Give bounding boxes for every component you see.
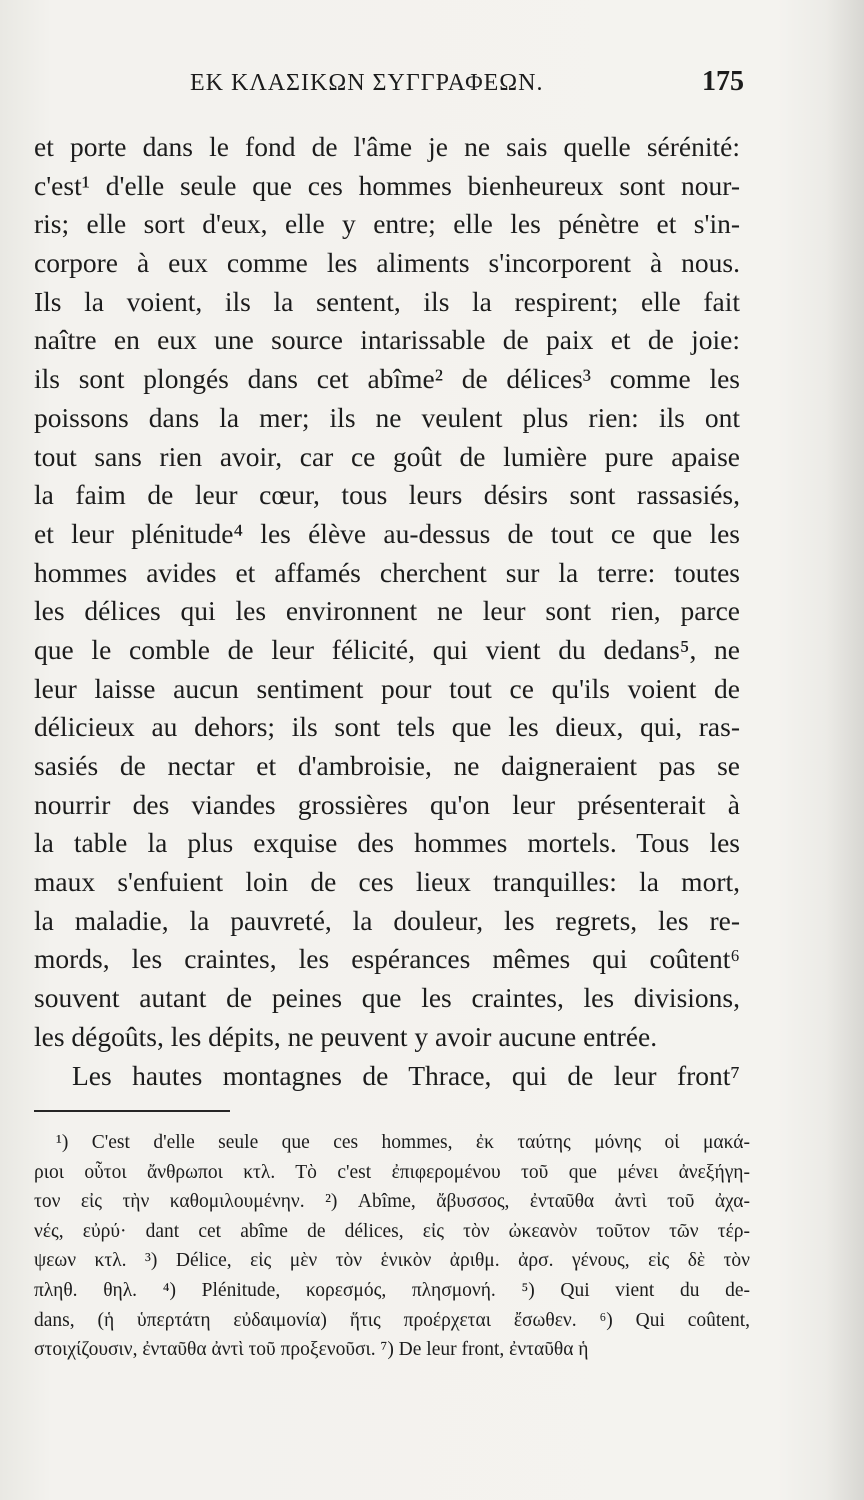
running-title: ΕΚ ΚΛΑΣΙΚΩΝ ΣΥΓΓΡΑΦΕΩΝ.: [190, 70, 544, 96]
footnote-line: νές, εὐρύ· dant cet abîme de délices, εἰς τὸν ὠκεανὸν τοῦτον τῶν τέρ-: [34, 1220, 750, 1242]
footnote-line: τον εἰς τὴν καθομιλουμένην. ²) Abîme, ἄβυσσος, ἐνταῦθα ἀντὶ τοῦ ἀχα-: [34, 1191, 750, 1213]
text-line: la maladie, la pauvreté, la douleur, les regrets, les re-: [34, 904, 740, 936]
page-number: 175: [702, 66, 744, 97]
text-line: maux s'enfuient loin de ces lieux tranquilles: la mort,: [34, 866, 740, 898]
footnote-line: στοιχίζουσιν, ἐνταῦθα ἀντὶ τοῦ προξενοῦσι. ⁷) De leur front, ἐνταῦθα ἡ: [34, 1339, 589, 1361]
footnote-line: ριοι οὗτοι ἄνθρωποι κτλ. Τὸ c'est ἐπιφερομένου τοῦ que μένει ἀνεξήγη-: [34, 1161, 750, 1183]
footnotes: [34, 1128, 750, 1365]
text-line: la faim de leur cœur, tous leurs désirs sont rassasiés,: [34, 479, 740, 511]
text-line: les dégoûts, les dépits, ne peuvent y avoir aucune entrée.: [34, 1020, 658, 1052]
text-line: souvent autant de peines que les craintes, les divisions,: [34, 982, 740, 1014]
main-text: [34, 128, 740, 1095]
text-line: sasiés de nectar et d'ambroisie, ne daigneraient pas se: [34, 750, 740, 781]
text-line: Ils la voient, ils la sentent, ils la respirent; elle fait: [34, 285, 740, 317]
footnote-line: ψεων κτλ. ³) Délice, εἰς μὲν τὸν ἑνικὸν ἀριθμ. ἀρσ. γένους, εἰς δὲ τὸν: [34, 1250, 750, 1272]
text-line: et porte dans le fond de l'âme je ne sais quelle sérénité:: [34, 131, 740, 162]
text-line: hommes avides et affamés cherchent sur la terre: toutes: [34, 556, 740, 588]
footnote-rule: [34, 1110, 230, 1112]
text-line: c'est¹ d'elle seule que ces hommes bienheureux sont nour-: [34, 169, 740, 201]
text-line: naître en eux une source intarissable de paix et de joie:: [34, 324, 740, 356]
footnote-line: ¹) C'est d'elle seule que ces hommes, ἐκ ταύτης μόνης οἱ μακά-: [56, 1132, 750, 1153]
text-line: la table la plus exquise des hommes mortels. Tous les: [34, 827, 740, 859]
text-line: poissons dans la mer; ils ne veulent plus rien: ils ont: [34, 401, 740, 433]
page-gutter-shadow: [826, 0, 864, 1500]
text-line: ils sont plongés dans cet abîme² de délices³ comme les: [34, 363, 740, 395]
text-line: que le comble de leur félicité, qui vient du dedans⁵, ne: [34, 633, 740, 665]
text-line: délicieux au dehors; ils sont tels que les dieux, qui, ras-: [34, 711, 740, 743]
text-line: nourrir des viandes grossières qu'on leur présenterait à: [34, 788, 740, 820]
text-line: mords, les craintes, les espérances mêmes qui coûtent⁶: [34, 943, 740, 975]
text-line-paragraph-start: Les hautes montagnes de Thrace, qui de leur front⁷: [72, 1059, 740, 1091]
footnote-line: dans, (ἡ ὑπερτάτη εὐδαιμονία) ἥτις προέρχεται ἔσωθεν. ⁶) Qui coûtent,: [34, 1309, 750, 1331]
text-line: tout sans rien avoir, car ce goût de lumière pure apaise: [34, 440, 740, 472]
text-line: les délices qui les environnent ne leur sont rien, parce: [34, 595, 740, 627]
text-line: et leur plénitude⁴ les élève au-dessus de tout ce que les: [34, 517, 740, 549]
text-line: corpore à eux comme les aliments s'incorporent à nous.: [34, 247, 740, 279]
text-line: ris; elle sort d'eux, elle y entre; elle les pénètre et s'in-: [34, 208, 740, 240]
footnote-line: πληθ. θηλ. ⁴) Plénitude, κορεσμός, πλησμονή. ⁵) Qui vient du de-: [34, 1279, 750, 1301]
page-header: [0, 66, 864, 106]
text-line: leur laisse aucun sentiment pour tout ce qu'ils voient de: [34, 672, 740, 704]
